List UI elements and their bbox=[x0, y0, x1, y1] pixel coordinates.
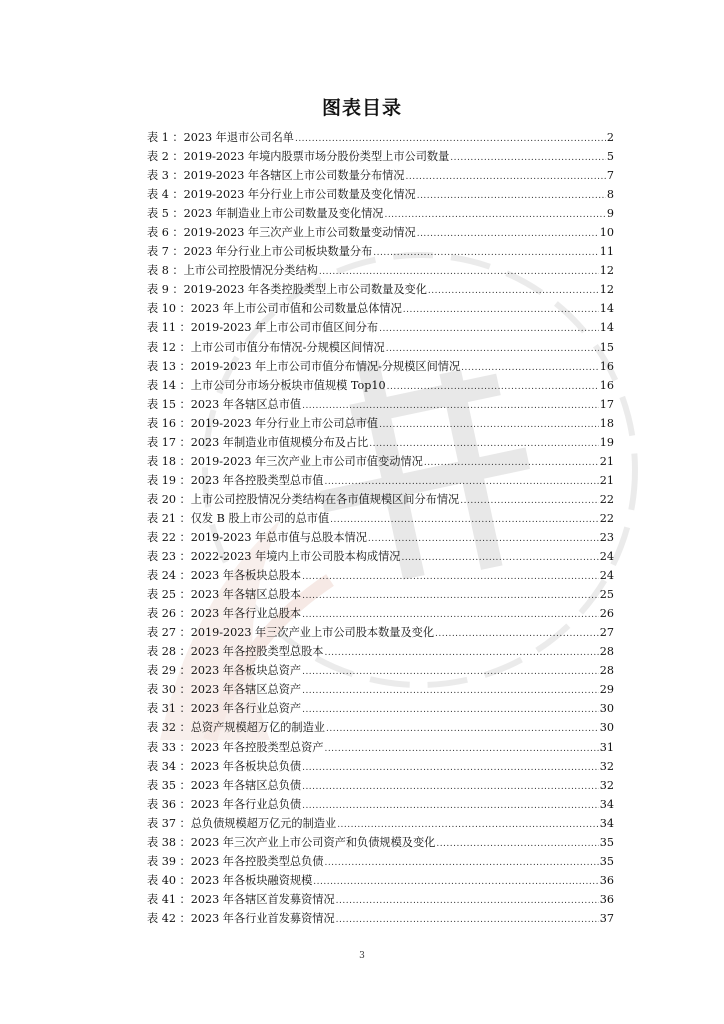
toc-entry-page: 16 bbox=[599, 359, 614, 373]
toc-entry-title: 2023 年上市公司市值和公司数量总体情况 bbox=[190, 302, 402, 316]
toc-entry-page: 14 bbox=[599, 302, 614, 316]
toc-entry-label: 表 1 ： bbox=[147, 131, 184, 144]
toc-dot-leader bbox=[386, 338, 599, 359]
toc-entry-title: 2019-2023 年各类控股类型上市公司数量及变化 bbox=[183, 283, 427, 297]
toc-entry[interactable] bbox=[147, 147, 614, 166]
toc-entry-page: 24 bbox=[599, 569, 614, 583]
toc-entry[interactable] bbox=[147, 738, 614, 757]
toc-entry-title: 2022-2023 年境内上市公司股本构成情况 bbox=[190, 550, 401, 564]
toc-dot-leader bbox=[295, 128, 606, 149]
toc-entry[interactable] bbox=[147, 128, 614, 147]
toc-entry-title: 上市公司分市场分板块市值规模 Top10 bbox=[190, 378, 386, 392]
toc-entry-title: 2023 年各行业首发募资情况 bbox=[190, 911, 335, 925]
toc-entry-label: 表 29 ： bbox=[147, 664, 191, 678]
toc-dot-leader bbox=[302, 566, 599, 587]
toc-entry-page: 34 bbox=[599, 797, 614, 811]
toc-entry[interactable] bbox=[147, 833, 614, 852]
toc-entry-page: 21 bbox=[599, 473, 614, 487]
toc-dot-leader bbox=[384, 204, 605, 225]
toc-entry-label: 表 10 ： bbox=[147, 302, 191, 316]
toc-entry-page: 21 bbox=[599, 454, 614, 468]
toc-entry-title: 2019-2023 年分行业上市公司总市值 bbox=[190, 416, 379, 430]
toc-entry-page: 17 bbox=[599, 397, 614, 411]
toc-entry-label: 表 39 ： bbox=[147, 854, 191, 868]
toc-entry-title: 2023 年各行业总负债 bbox=[190, 797, 302, 811]
toc-entry-page: 28 bbox=[599, 664, 614, 678]
toc-entry-title: 上市公司控股情况分类结构在各市值规模区间分布情况 bbox=[190, 492, 460, 506]
toc-entry[interactable] bbox=[147, 299, 614, 318]
toc-entry-label: 表 12 ： bbox=[147, 340, 191, 354]
toc-entry-label: 表 36 ： bbox=[147, 797, 191, 811]
toc-entry[interactable] bbox=[147, 718, 614, 737]
toc-entry-title: 2023 年各控股类型总股本 bbox=[190, 645, 324, 659]
toc-entry-page: 2 bbox=[606, 131, 614, 144]
toc-entry-label: 表 22 ： bbox=[147, 530, 191, 544]
toc-entry-page: 16 bbox=[599, 378, 614, 392]
toc-entry-label: 表 37 ： bbox=[147, 816, 191, 830]
toc-entry-label: 表 25 ： bbox=[147, 588, 191, 602]
toc-entry[interactable] bbox=[147, 585, 614, 604]
toc-dot-leader bbox=[302, 585, 599, 606]
toc-entry-label: 表 18 ： bbox=[147, 454, 191, 468]
toc-entry-label: 表 3 ： bbox=[147, 169, 184, 183]
page-number: 3 bbox=[359, 951, 365, 961]
toc-dot-leader bbox=[379, 318, 599, 339]
toc-entry[interactable] bbox=[147, 566, 614, 585]
toc-entry-label: 表 26 ： bbox=[147, 607, 191, 621]
toc-entry[interactable] bbox=[147, 204, 614, 223]
toc-entry[interactable] bbox=[147, 604, 614, 623]
toc-entry-label: 表 34 ： bbox=[147, 759, 191, 773]
toc-entry-page: 29 bbox=[599, 683, 614, 697]
toc-dot-leader bbox=[313, 871, 598, 892]
toc-entry-label: 表 41 ： bbox=[147, 892, 191, 906]
toc-entry[interactable] bbox=[147, 814, 614, 833]
toc-entry-title: 2023 年退市公司名单 bbox=[183, 131, 294, 144]
toc-entry-label: 表 6 ： bbox=[147, 226, 184, 240]
toc-entry[interactable] bbox=[147, 471, 614, 490]
toc-dot-leader bbox=[330, 509, 599, 530]
toc-entry-page: 35 bbox=[599, 835, 614, 849]
toc-entry[interactable] bbox=[147, 395, 614, 414]
toc-entry-label: 表 7 ： bbox=[147, 245, 184, 259]
toc-dot-leader bbox=[337, 814, 599, 835]
toc-entry-page: 14 bbox=[599, 321, 614, 335]
toc-entry-label: 表 8 ： bbox=[147, 264, 184, 278]
toc-entry[interactable] bbox=[147, 261, 614, 280]
toc-dot-leader bbox=[336, 890, 599, 911]
toc-entry-page: 30 bbox=[599, 721, 614, 735]
toc-dot-leader bbox=[379, 414, 599, 435]
toc-dot-leader bbox=[387, 376, 599, 397]
toc-entry-title: 2023 年各辖区总市值 bbox=[190, 397, 302, 411]
toc-entry-label: 表 20 ： bbox=[147, 492, 191, 506]
toc-entry-label: 表 19 ： bbox=[147, 473, 191, 487]
toc-dot-leader bbox=[302, 757, 599, 778]
toc-entry-title: 2023 年各板块总负债 bbox=[190, 759, 302, 773]
toc-dot-leader bbox=[302, 795, 599, 816]
toc-dot-leader bbox=[369, 433, 599, 454]
toc-entry-page: 23 bbox=[599, 530, 614, 544]
toc-entry-page: 28 bbox=[599, 645, 614, 659]
toc-dot-leader bbox=[436, 833, 598, 854]
toc-entry-page: 12 bbox=[599, 283, 614, 297]
toc-entry[interactable] bbox=[147, 318, 614, 337]
toc-dot-leader bbox=[324, 738, 598, 759]
toc-dot-leader bbox=[401, 547, 598, 568]
toc-entry-label: 表 40 ： bbox=[147, 873, 191, 887]
toc-entry[interactable] bbox=[147, 166, 614, 185]
toc-entry-page: 31 bbox=[599, 740, 614, 754]
toc-entry-page: 27 bbox=[599, 626, 614, 640]
page-title: 图表目录 bbox=[321, 97, 402, 119]
toc-entry-title: 2023 年各板块总股本 bbox=[190, 569, 302, 583]
toc-entry-label: 表 11 ： bbox=[147, 321, 191, 335]
toc-entry[interactable] bbox=[147, 452, 614, 471]
toc-entry-page: 24 bbox=[599, 550, 614, 564]
toc-entry[interactable] bbox=[147, 509, 614, 528]
toc-entry-page: 32 bbox=[599, 759, 614, 773]
toc-entry-label: 表 9 ： bbox=[147, 283, 184, 297]
toc-entry[interactable] bbox=[147, 528, 614, 547]
toc-entry-title: 2019-2023 年上市公司市值分布情况-分规模区间情况 bbox=[190, 359, 461, 373]
toc-entry-page: 5 bbox=[606, 150, 614, 164]
toc-entry[interactable] bbox=[147, 376, 614, 395]
toc-dot-leader bbox=[403, 299, 599, 320]
toc-entry-title: 2023 年各辖区总股本 bbox=[190, 588, 302, 602]
toc-entry-label: 表 15 ： bbox=[147, 397, 191, 411]
toc-entry[interactable] bbox=[147, 776, 614, 795]
toc-entry-page: 35 bbox=[599, 854, 614, 868]
toc-entry-title: 总资产规模超万亿的制造业 bbox=[190, 721, 325, 735]
toc-entry-title: 仅发 B 股上市公司的总市值 bbox=[190, 511, 330, 525]
toc-entry[interactable] bbox=[147, 223, 614, 242]
toc-entry-page: 15 bbox=[599, 340, 614, 354]
toc-dot-leader bbox=[302, 604, 599, 625]
toc-entry-title: 2023 年三次产业上市公司资产和负债规模及变化 bbox=[190, 835, 436, 849]
toc-entry-title: 2023 年各板块融资规模 bbox=[190, 873, 313, 887]
toc-entry-title: 2023 年各控股类型总资产 bbox=[190, 740, 324, 754]
toc-entry-title: 上市公司市值分布情况-分规模区间情况 bbox=[190, 340, 385, 354]
toc-entry[interactable] bbox=[147, 623, 614, 642]
toc-dot-leader bbox=[460, 490, 599, 511]
toc-dot-leader bbox=[302, 680, 599, 701]
toc-entry-title: 2019-2023 年各辖区上市公司数量分布情况 bbox=[183, 169, 405, 183]
toc-entry[interactable] bbox=[147, 699, 614, 718]
toc-entry-title: 2023 年各板块总资产 bbox=[190, 664, 302, 678]
toc-entry-page: 18 bbox=[599, 416, 614, 430]
toc-entry-page: 22 bbox=[599, 511, 614, 525]
toc-entry-label: 表 13 ： bbox=[147, 359, 191, 373]
toc-dot-leader bbox=[417, 223, 599, 244]
toc-dot-leader bbox=[450, 147, 606, 168]
toc-entry-title: 2023 年各行业总资产 bbox=[190, 702, 302, 716]
toc-entry-page: 26 bbox=[599, 607, 614, 621]
toc-entry-label: 表 2 ： bbox=[147, 150, 184, 164]
toc-entry-title: 2023 年各行业总股本 bbox=[190, 607, 302, 621]
toc-entry-title: 总负债规模超万亿元的制造业 bbox=[190, 816, 337, 830]
toc-entry-title: 2019-2023 年三次产业上市公司市值变动情况 bbox=[190, 454, 423, 468]
toc-entry-page: 8 bbox=[606, 188, 614, 202]
toc-entry-page: 19 bbox=[599, 435, 614, 449]
toc-entry-page: 36 bbox=[599, 892, 614, 906]
toc-entry-title: 2019-2023 年上市公司市值区间分布 bbox=[190, 321, 379, 335]
toc-entry-page: 10 bbox=[599, 226, 614, 240]
toc-dot-leader bbox=[324, 642, 598, 663]
toc-entry-label: 表 28 ： bbox=[147, 645, 191, 659]
toc-entry-page: 37 bbox=[599, 911, 614, 925]
toc-entry-title: 2019-2023 年境内股票市场分股份类型上市公司数量 bbox=[183, 150, 450, 164]
toc-dot-leader bbox=[461, 357, 599, 378]
toc-entry[interactable] bbox=[147, 642, 614, 661]
toc-entry[interactable] bbox=[147, 909, 614, 928]
toc-entry-title: 2023 年制造业上市公司数量及变化情况 bbox=[183, 207, 384, 221]
toc-entry-label: 表 24 ： bbox=[147, 569, 191, 583]
toc-dot-leader bbox=[336, 909, 599, 930]
toc-dot-leader bbox=[302, 699, 599, 720]
toc-entry[interactable] bbox=[147, 680, 614, 699]
toc-entry-page: 36 bbox=[599, 873, 614, 887]
toc-entry-page: 7 bbox=[606, 169, 614, 183]
toc-entry-label: 表 31 ： bbox=[147, 702, 191, 716]
toc-entry-page: 11 bbox=[599, 245, 614, 259]
toc-entry-label: 表 16 ： bbox=[147, 416, 191, 430]
toc-entry-label: 表 42 ： bbox=[147, 911, 191, 925]
toc-entry-title: 2019-2023 年三次产业上市公司股本数量及变化 bbox=[190, 626, 435, 640]
toc-entry-label: 表 27 ： bbox=[147, 626, 191, 640]
toc-entry-page: 9 bbox=[606, 207, 614, 221]
toc-entry-title: 2019-2023 年三次产业上市公司数量变动情况 bbox=[183, 226, 416, 240]
toc-entry[interactable] bbox=[147, 242, 614, 261]
toc-entry[interactable] bbox=[147, 490, 614, 509]
toc-entry-page: 25 bbox=[599, 588, 614, 602]
toc-entry-title: 2019-2023 年分行业上市公司数量及变化情况 bbox=[183, 188, 416, 202]
toc-entry[interactable] bbox=[147, 433, 614, 452]
toc-dot-leader bbox=[302, 395, 599, 416]
toc-entry-title: 2023 年制造业市值规模分布及占比 bbox=[190, 435, 369, 449]
toc-entry-label: 表 21 ： bbox=[147, 511, 191, 525]
toc-dot-leader bbox=[406, 166, 606, 187]
toc-entry[interactable] bbox=[147, 185, 614, 204]
toc-dot-leader bbox=[326, 718, 599, 739]
toc-entry-title: 2023 年各辖区总负债 bbox=[190, 778, 302, 792]
table-of-figures-list bbox=[147, 128, 614, 928]
toc-entry-page: 32 bbox=[599, 778, 614, 792]
toc-entry-title: 2023 年各控股类型总负债 bbox=[190, 854, 324, 868]
toc-dot-leader bbox=[435, 623, 599, 644]
toc-entry[interactable] bbox=[147, 414, 614, 433]
toc-dot-leader bbox=[324, 471, 598, 492]
toc-dot-leader bbox=[302, 776, 599, 797]
toc-entry-label: 表 35 ： bbox=[147, 778, 191, 792]
toc-entry-page: 12 bbox=[599, 264, 614, 278]
toc-entry-label: 表 32 ： bbox=[147, 721, 191, 735]
toc-entry-label: 表 38 ： bbox=[147, 835, 191, 849]
toc-entry[interactable] bbox=[147, 757, 614, 776]
toc-entry-title: 上市公司控股情况分类结构 bbox=[183, 264, 318, 278]
toc-dot-leader bbox=[424, 452, 599, 473]
toc-entry[interactable] bbox=[147, 357, 614, 376]
toc-dot-leader bbox=[417, 185, 606, 206]
toc-entry-label: 表 33 ： bbox=[147, 740, 191, 754]
toc-entry[interactable] bbox=[147, 280, 614, 299]
toc-dot-leader bbox=[324, 852, 598, 873]
toc-entry-title: 2023 年各控股类型总市值 bbox=[190, 473, 324, 487]
toc-dot-leader bbox=[428, 280, 599, 301]
toc-entry-label: 表 14 ： bbox=[147, 378, 191, 392]
toc-entry[interactable] bbox=[147, 338, 614, 357]
toc-entry[interactable] bbox=[147, 871, 614, 890]
toc-entry-label: 表 17 ： bbox=[147, 435, 191, 449]
toc-entry[interactable] bbox=[147, 795, 614, 814]
toc-entry-title: 2019-2023 年总市值与总股本情况 bbox=[190, 530, 367, 544]
toc-entry[interactable] bbox=[147, 547, 614, 566]
toc-entry-page: 22 bbox=[599, 492, 614, 506]
toc-entry-label: 表 5 ： bbox=[147, 207, 184, 221]
toc-dot-leader bbox=[373, 242, 598, 263]
toc-dot-leader bbox=[319, 261, 599, 282]
toc-entry-label: 表 30 ： bbox=[147, 683, 191, 697]
toc-dot-leader bbox=[302, 661, 599, 682]
toc-entry-title: 2023 年各辖区总资产 bbox=[190, 683, 302, 697]
toc-entry-page: 34 bbox=[599, 816, 614, 830]
toc-dot-leader bbox=[368, 528, 599, 549]
toc-entry-label: 表 23 ： bbox=[147, 550, 191, 564]
toc-entry-title: 2023 年各辖区首发募资情况 bbox=[190, 892, 335, 906]
toc-entry[interactable] bbox=[147, 661, 614, 680]
toc-entry[interactable] bbox=[147, 852, 614, 871]
toc-entry-page: 30 bbox=[599, 702, 614, 716]
toc-entry-label: 表 4 ： bbox=[147, 188, 184, 202]
toc-entry-title: 2023 年分行业上市公司板块数量分布 bbox=[183, 245, 373, 259]
toc-entry[interactable] bbox=[147, 890, 614, 909]
